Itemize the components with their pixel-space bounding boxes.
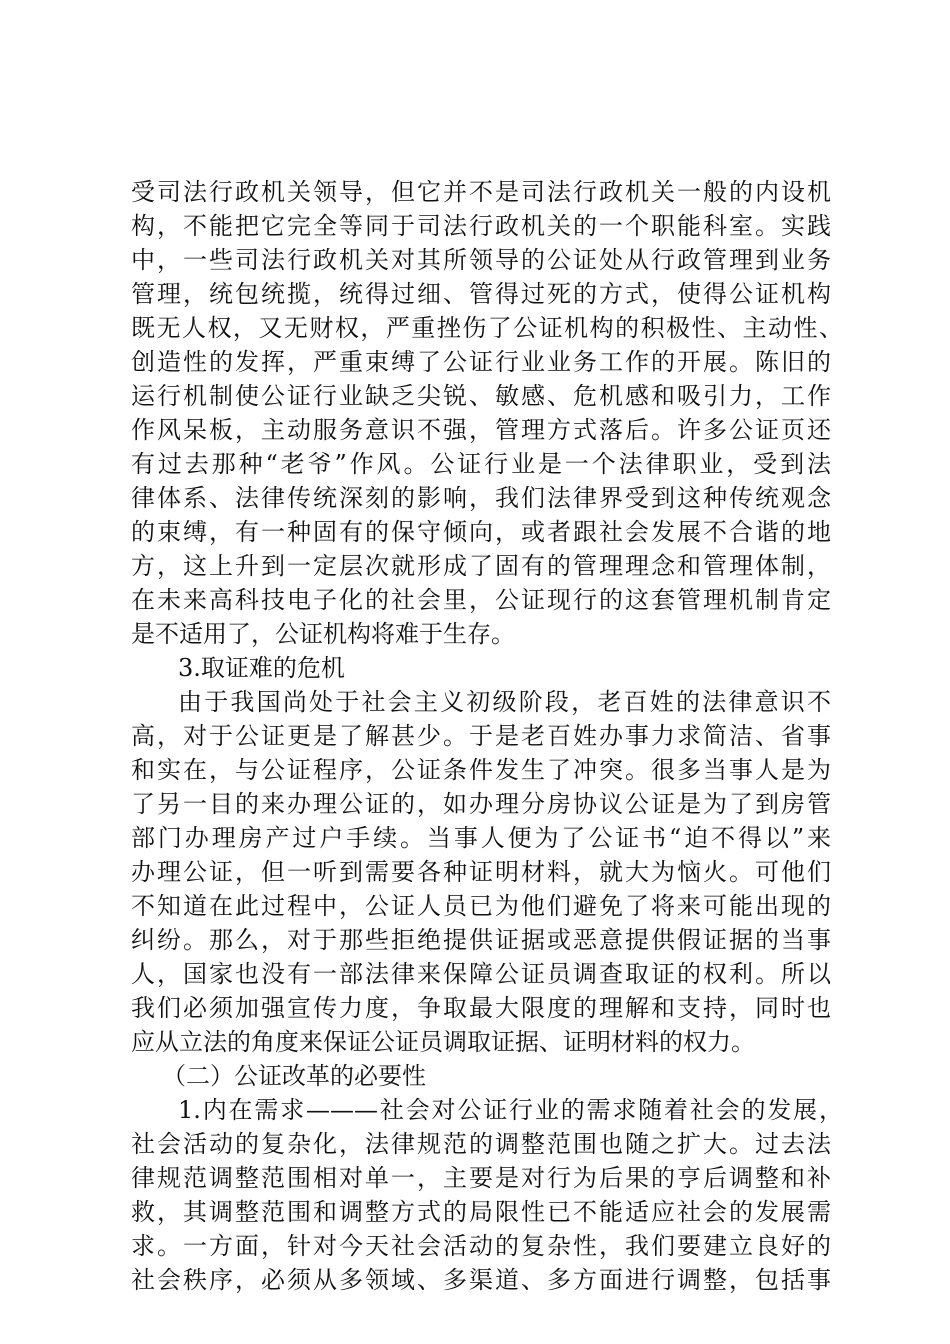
paragraph-1-line-7: 运行机制使公证行业缺乏尖锐、敏感、危机感和吸引力，工作 [131,382,831,410]
paragraph-2-line-4: 了另一目的来办理公证的，如办理分房协议公证是为了到房管 [131,790,831,818]
paragraph-3-line-6: 社会秩序，必须从多领域、多渠道、多方面进行调整，包括事 [131,1266,831,1294]
paragraph-1-line-6: 创造性的发挥，严重束缚了公证行业业务工作的开展。陈旧的 [131,348,831,376]
paragraph-1-line-1: 受司法行政机关领导，但它并不是司法行政机关一般的内设机 [131,178,831,206]
paragraph-2-line-7: 不知道在此过程中，公证人员已为他们避免了将来可能出现的 [131,892,831,920]
paragraph-1-line-5: 既无人权，又无财权，严重挫伤了公证机构的积极性、主动性、 [131,314,843,342]
paragraph-2-line-3: 和实在，与公证程序，公证条件发生了冲突。很多当事人是为 [131,756,831,784]
paragraph-2-line-10: 我们必须加强宣传力度，争取最大限度的理解和支持，同时也 [131,994,831,1022]
paragraph-3-line-5: 求。一方面，针对今天社会活动的复杂性，我们要建立良好的 [131,1232,831,1260]
paragraph-1-line-12: 方，这上升到一定层次就形成了固有的管理理念和管理体制， [131,552,831,580]
paragraph-2-line-2: 高，对于公证更是了解甚少。于是老百姓办事力求简洁、省事 [131,722,831,750]
paragraph-1-line-10: 律体系、法律传统深刻的影响，我们法律界受到这种传统观念 [131,484,831,512]
paragraph-2-line-1: 由于我国尚处于社会主义初级阶段，老百姓的法律意识不 [178,688,831,716]
paragraph-2-line-5: 部门办理房产过户手续。当事人便为了公证书“迫不得以”来 [131,824,831,852]
paragraph-2-line-8: 纠纷。那么，对于那些拒绝提供证据或恶意提供假证据的当事 [131,926,831,954]
paragraph-2-line-11: 应从立法的角度来保证公证员调取证据、证明材料的权力。 [131,1028,755,1056]
paragraph-1-line-8: 作风呆板，主动服务意识不强，管理方式落后。许多公证页还 [131,416,831,444]
paragraph-1-line-3: 中，一些司法行政机关对其所领导的公证处从行政管理到业务 [131,246,831,274]
paragraph-3-line-3: 律规范调整范围相对单一，主要是对行为后果的亨后调整和补 [131,1164,831,1192]
paragraph-1-line-13: 在未来高科技电子化的社会里，公证现行的这套管理机制肯定 [131,586,831,614]
subheading-3: 3.取证难的危机 [178,654,345,682]
paragraph-3-line-1: 1.内在需求———社会对公证行业的需求随着社会的发展， [178,1096,843,1124]
paragraph-3-line-4: 救，其调整范围和调整方式的局限性已不能适应社会的发展需 [131,1198,831,1226]
paragraph-2-line-9: 人，国家也没有一部法律来保障公证员调查取证的权利。所以 [131,960,831,988]
section-heading-2: （二）公证改革的必要性 [162,1062,426,1090]
paragraph-3-line-2: 社会活动的复杂化，法律规范的调整范围也随之扩大。过去法 [131,1130,831,1158]
paragraph-1-line-4: 管理，统包统揽，统得过细、管得过死的方式，使得公证机构 [131,280,831,308]
paragraph-1-line-11: 的束缚，有一种固有的保守倾向，或者跟社会发展不合谐的地 [131,518,831,546]
paragraph-1-line-9: 有过去那种“老爷”作风。公证行业是一个法律职业，受到法 [131,450,831,478]
paragraph-2-line-6: 办理公证，但一听到需要各种证明材料，就大为恼火。可他们 [131,858,831,886]
paragraph-1-line-14: 是不适用了，公证机构将难于生存。 [131,620,515,648]
paragraph-1-line-2: 构，不能把它完全等同于司法行政机关的一个职能科室。实践 [131,212,831,240]
